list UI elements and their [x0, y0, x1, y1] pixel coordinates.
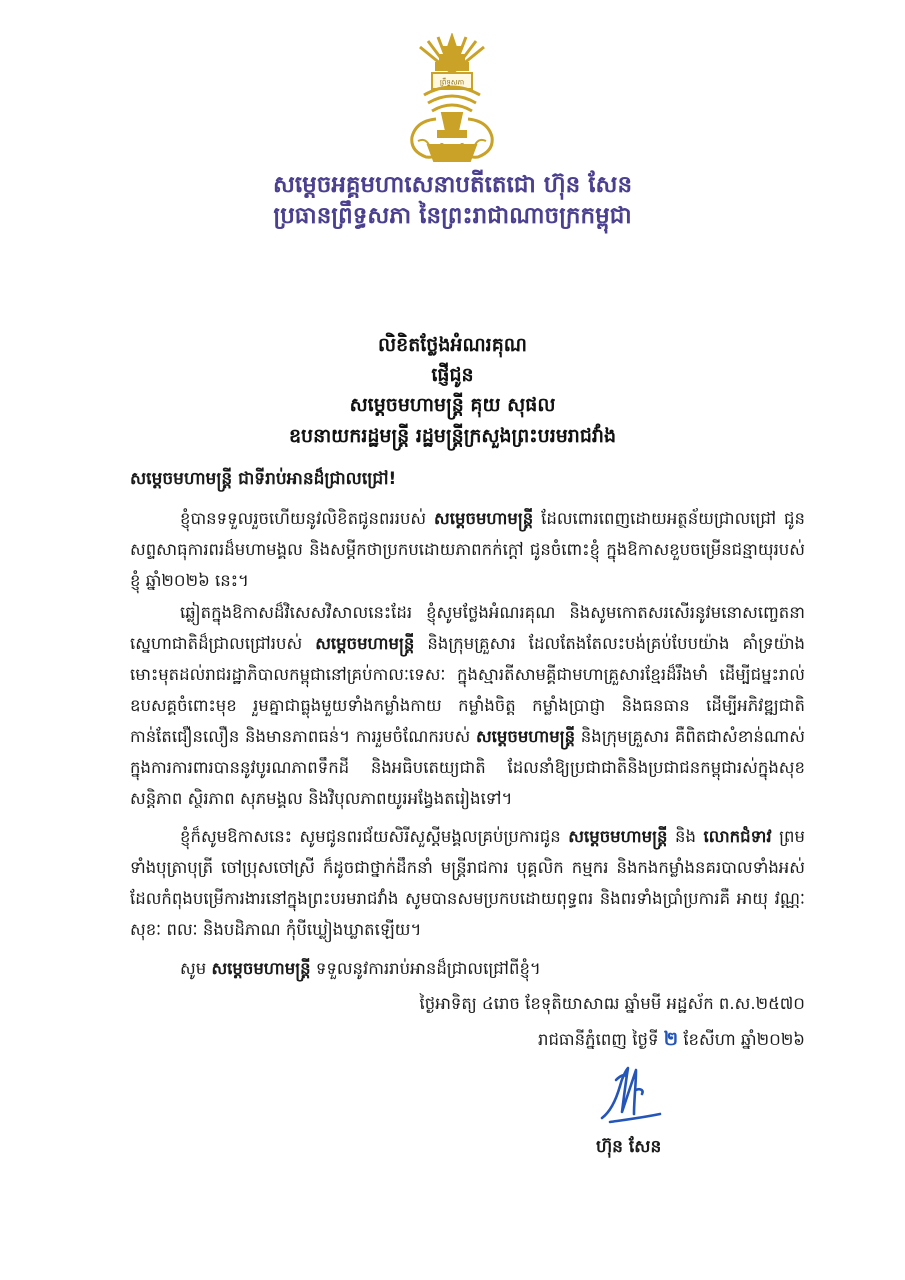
- solar-date: [185, 1024, 805, 1055]
- recipient-name: សម្តេចមហាមន្ត្រី គុយ សុផល: [349, 394, 556, 416]
- text-segment: និងក្រុមគ្រួសារ ដែលតែងតែលះបង់គ្រប់បែបយ៉ាង គាំទ្រយ៉ាងមោះមុតដល់រាជរដ្ឋាភិបាលកម្ពុជានៅគ្រប់កាលៈទេសៈ ក្នុងស្មារតីសាមគ្គីជាមហាគ្រួសារខ្មែរដ៏រឹងមាំ ដើម្បីជម្នះរាល់ឧបសគ្គចំពោះមុខ រួមគ្នាជាធ្លុងមួយទាំងកម្លាំងកាយ កម្លាំងចិត្ត កម្លាំងប្រាជ្ញា និងធនធាន ដើម្បីអភិវឌ្ឍជាតិកាន់តែជឿនលឿន និងមានភាពធន់។ ការរួមចំណែករបស់: [130, 634, 805, 746]
- signatory-name: ហ៊ុន សែន: [596, 1137, 662, 1157]
- senate-emblem-logo: [402, 33, 502, 165]
- recipient-honorific: សម្តេចមហាមន្ត្រី: [315, 634, 415, 653]
- lunar-date: ថ្ងៃអាទិត្យ ៤រោច ខែទុតិយាសាឍ ឆ្នាំមមី អដ្ឋស័ក ព.ស.២៥៧០: [419, 994, 805, 1013]
- spouse-honorific: លោកជំទាវ: [703, 827, 772, 846]
- closing-line: [130, 953, 805, 984]
- text-segment: និងក្រុមគ្រួសារ គឺពិតជាសំខាន់ណាស់ ក្នុងការការពារបាននូវបូរណភាពទឹកដី និងអធិបតេយ្យជាតិ ដែលនាំឱ្យប្រជាជាតិនិងប្រជាជនកម្ពុជារស់ក្នុងសុខសន្តិភាព ស្ថិរភាព សុភមង្គល និងវិបុលភាពយូរអង្វែងតរៀងទៅ។: [130, 727, 805, 808]
- handwritten-signature: [596, 1060, 668, 1128]
- letter-title: លិខិតថ្លែងអំណរគុណ: [378, 334, 527, 356]
- sender-position: ប្រធានព្រឹទ្ធសភា នៃព្រះរាជាណាចក្រកម្ពុជា: [273, 203, 632, 229]
- text-segment: ឆ្លៀតក្នុងឱកាសដ៏វិសេសវិសាលនេះដែរ ខ្ញុំសូមថ្លែងអំណរគុណ និងសូមកោតសរសើរនូវមនោសញ្ចេតនាស្នេហាជាតិដ៏ជ្រាលជ្រៅរបស់: [130, 603, 805, 653]
- emblem-inscription: ព្រឹទ្ធសភា: [439, 78, 465, 87]
- sender-title: សម្តេចអគ្គមហាសេនាបតីតេជោ ហ៊ុន សែន: [272, 172, 633, 198]
- paragraph-3: [130, 821, 805, 945]
- paragraph-2: [130, 597, 805, 814]
- recipient-honorific: សម្តេចមហាមន្ត្រី: [568, 827, 668, 846]
- text-segment: និង: [667, 827, 704, 846]
- text-segment: ព្រមទាំងបុត្រាបុត្រី ចៅប្រុសចៅស្រី ក៏ដូចជាថ្នាក់ដឹកនាំ មន្ត្រីរាជការ បុគ្គលិក កម្មករ និងកងកម្លាំងនគរបាលទាំងអស់ ដែលកំពុងបម្រើការងារនៅក្នុងព្រះបរមរាជវាំង សូមបានសមប្រកបដោយពុទ្ធពរ និងពរទាំងប្រាំប្រការគឺ អាយុ វណ្ណៈ សុខៈ ពលៈ និងបដិភាណ កុំបីឃ្លៀងឃ្លាតឡើយ។: [130, 827, 805, 939]
- text-segment: ខ្ញុំក៏សូមឱកាសនេះ សូមជូនពរជ័យសិរីសួស្តីមង្គលគ្រប់ប្រការជូន: [180, 827, 569, 846]
- handwritten-day: ២: [663, 1028, 679, 1050]
- text-segment: ទទួលនូវការរាប់អានដ៏ជ្រាលជ្រៅពីខ្ញុំ។: [310, 959, 541, 978]
- letter-sent-to: ផ្ញើជូន: [431, 364, 474, 386]
- text-segment: សូម: [180, 959, 212, 978]
- text-segment: ដែលពោរពេញដោយអត្ថន័យជ្រាលជ្រៅ ជូនសព្ទសាធុការពរដ៏មហាមង្គល និងសម្តីកថាប្រកបដោយភាពកក់ក្តៅ ជូនចំពោះខ្ញុំ ក្នុងឱកាសខួបចម្រើនជន្មាយុរបស់ខ្ញុំ ឆ្នាំ២០២៦ នេះ។: [130, 509, 805, 590]
- date-place: រាជធានីភ្នំពេញ ថ្ងៃទី: [537, 1030, 664, 1049]
- salutation: សម្តេចមហាមន្ត្រី ជាទីរាប់អានដ៏ជ្រាលជ្រៅ!: [130, 469, 397, 489]
- paragraph-1: [130, 503, 805, 596]
- recipient-honorific: សម្តេចមហាមន្ត្រី: [211, 959, 311, 978]
- date-month-year: ខែសីហា ឆ្នាំ២០២៦: [678, 1030, 805, 1049]
- recipient-position: ឧបនាយករដ្ឋមន្ត្រី រដ្ឋមន្ត្រីក្រសួងព្រះបរមរាជវាំង: [288, 425, 617, 447]
- text-segment: ខ្ញុំបានទទួលរួចហើយនូវលិខិតជូនពររបស់: [180, 509, 435, 528]
- recipient-honorific: សម្តេចមហាមន្ត្រី: [475, 727, 576, 746]
- recipient-honorific: សម្តេចមហាមន្ត្រី: [434, 509, 534, 528]
